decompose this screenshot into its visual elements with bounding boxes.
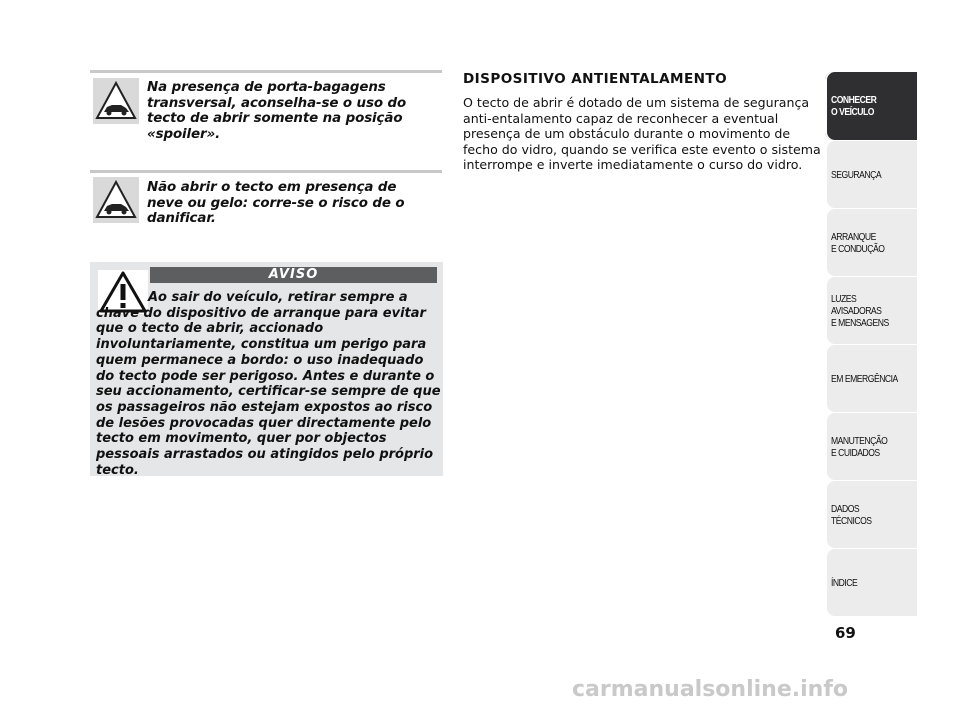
- side-tab-seguranca[interactable]: [825, 141, 917, 208]
- section-body: O tecto de abrir é dotado de um sistema de segurança anti-entalamento capaz de reconhecer a eventual presença de um obstáculo durante o movimento de fecho do vidro, quando se verifica este evento o sistema interrompe e inverte imediatamente o curso do vidro.: [463, 95, 821, 172]
- car-warning-icon: [93, 78, 139, 124]
- warning-body: Ao sair do veículo, retirar sempre a chave do dispositivo de arranque para evitar que o tecto de abrir, accionado involuntariamente, constitua um perigo para quem permanece a bordo: o uso inadequado do tecto pode ser perigoso. Antes e durante o seu accionamento, certificar-se sempre de que os passageiros não estejam expostos ao risco de lesões provocadas quer directamente pelo tecto em movimento, quer por objectos pessoais arrastados ou atingidos pelo próprio tecto.: [96, 290, 441, 478]
- note-2-text: Não abrir o tecto em presença de neve ou gelo: corre-se o risco de o danificar.: [147, 180, 405, 227]
- side-tab-label: MANUTENÇÃO E CUIDADOS: [831, 434, 888, 459]
- watermark: carmanualsonline.info: [572, 677, 848, 702]
- side-tab-emergencia[interactable]: [825, 345, 917, 412]
- note-1-text: Na presença de porta-bagagens transversal, aconselha-se o uso do tecto de abrir somente na posição «spoiler».: [147, 80, 407, 142]
- car-warning-icon: [93, 177, 139, 223]
- side-tab-dados-tecnicos[interactable]: [825, 481, 917, 548]
- side-tab-manutencao[interactable]: [825, 413, 917, 480]
- side-tab-conhecer-o-veiculo[interactable]: [825, 72, 917, 140]
- side-tab-label: EM EMERGÊNCIA: [831, 372, 898, 385]
- side-tab-indice[interactable]: [825, 549, 917, 616]
- side-tab-label: ÍNDICE: [831, 576, 858, 589]
- side-tab-label: SEGURANÇA: [831, 168, 882, 181]
- side-tab-label: ARRANQUE E CONDUÇÃO: [831, 230, 885, 255]
- side-tab-label: LUZES AVISADORAS E MENSAGENS: [831, 292, 889, 329]
- side-tab-arranque[interactable]: [825, 209, 917, 276]
- warning-box: [90, 262, 443, 476]
- side-tab-label: CONHECER O VEÍCULO: [831, 94, 877, 118]
- section-title: DISPOSITIVO ANTIENTALAMENTO: [463, 71, 728, 87]
- side-tab-luzes[interactable]: [825, 277, 917, 344]
- page-number: 69: [835, 624, 856, 642]
- warning-header: AVISO: [150, 267, 437, 283]
- note-2-top-rule: [90, 170, 442, 173]
- note-1-top-rule: [90, 70, 442, 73]
- side-tab-label: DADOS TÉCNICOS: [831, 502, 872, 527]
